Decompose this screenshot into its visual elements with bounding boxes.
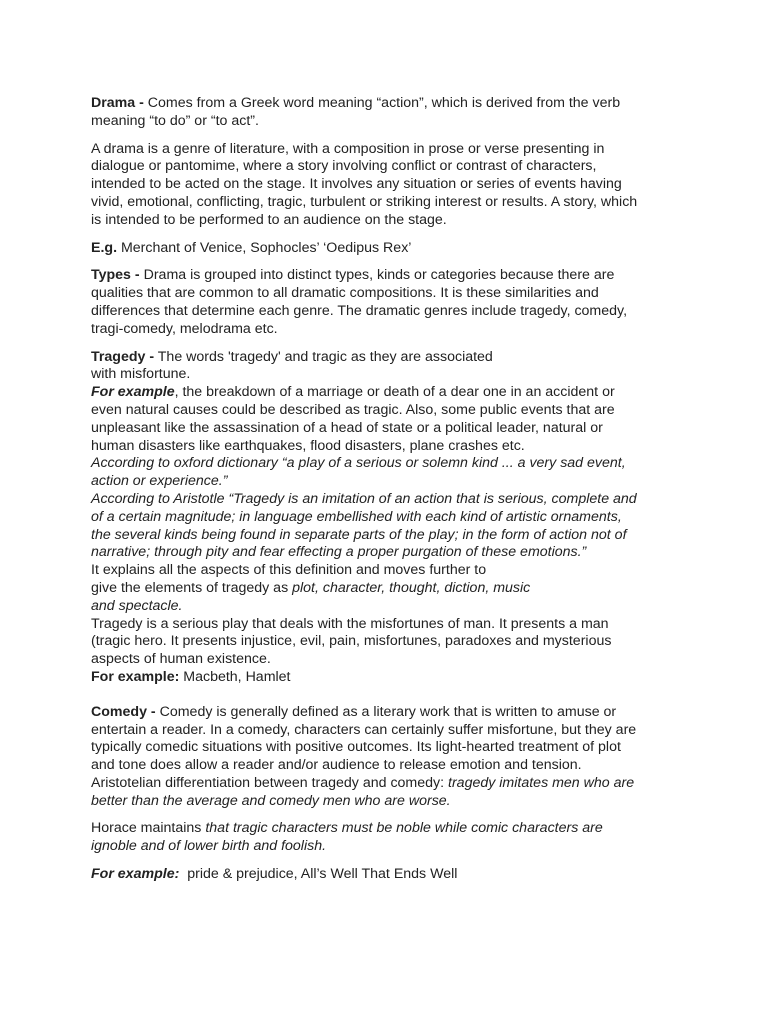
explains-line: It explains all the aspects of this definition and moves further to <box>91 562 487 579</box>
drama-description-line: A drama is a genre of literature, with a composition in prose or verse presenting in <box>91 140 605 157</box>
aristotelian-line: Aristotelian differentiation between tragedy and comedy: tragedy imitates men who are <box>91 774 635 791</box>
tragedy-serious-line: aspects of human existence. <box>91 651 271 668</box>
aristotle-quote-line: narrative; through pity and fear effecting a proper purgation of these emotions.” <box>91 544 587 561</box>
types-line: tragi-comedy, melodrama etc. <box>91 320 278 337</box>
drama-description-line: intended to be acted on the stage. It involves any situation or series of events having <box>91 176 622 193</box>
types-first-line: Types - Drama is grouped into distinct types, kinds or categories because there are <box>91 267 615 284</box>
comedy-for-example: For example: pride & prejudice, All’s Well That Ends Well <box>91 866 458 883</box>
drama-definition-cont: meaning “to do” or “to act”. <box>91 112 259 129</box>
drama-description-line: dialogue or pantomime, where a story involving conflict or contrast of characters, <box>91 158 597 175</box>
comedy-line: and tone does allow a reader and/or audience to release emotion and tension. <box>91 757 582 774</box>
oxford-quote-line: According to oxford dictionary “a play of a serious or solemn kind ... a very sad event, <box>91 455 626 472</box>
for-example-label: For example: <box>91 866 180 883</box>
drama-label: Drama - <box>91 95 144 111</box>
explains-line: give the elements of tragedy as plot, character, thought, diction, music <box>91 579 531 596</box>
oxford-quote-line: action or experience.” <box>91 473 228 490</box>
horace-line: ignoble and of lower birth and foolish. <box>91 838 327 855</box>
tragedy-serious-line: (tragic hero. It presents injustice, evil, pain, misfortunes, paradoxes and mysterious <box>91 633 612 650</box>
comedy-line: typically comedic situations with positive outcomes. Its light-hearted treatment of plot <box>91 739 621 756</box>
comedy-first-line: Comedy - Comedy is generally defined as a literary work that is written to amuse or <box>91 703 617 720</box>
tragedy-example-first: For example, the breakdown of a marriage or death of a dear one in an accident or <box>91 384 615 401</box>
drama-description-line: is intended to be performed to an audience on the stage. <box>91 211 447 228</box>
aristotelian-line: better than the average and comedy men who are worse. <box>91 792 451 809</box>
types-line: differences that determine each genre. The dramatic genres include tragedy, comedy, <box>91 302 628 319</box>
tragedy-example-line: even natural causes could be described as tragic. Also, some public events that are <box>91 401 615 418</box>
tragedy-label: Tragedy - <box>91 348 155 365</box>
tragedy-example-line: human disasters like earthquakes, flood disasters, plane crashes etc. <box>91 437 525 454</box>
tragedy-example-line: unpleasant like the assassination of a head of state or a political leader, natural or <box>91 419 603 436</box>
for-example-label: For example: <box>91 668 180 685</box>
types-line: qualities that are common to all dramatic compositions. It is these similarities and <box>91 285 599 302</box>
example-label: E.g. <box>91 239 118 256</box>
tragedy-intro-cont: with misfortune. <box>91 366 191 383</box>
comedy-label: Comedy - <box>91 703 156 720</box>
tragedy-serious-line: Tragedy is a serious play that deals with the misfortunes of man. It presents a man <box>91 615 609 632</box>
for-example-label: For example <box>91 384 175 401</box>
aristotle-quote-line: According to Aristotle “Tragedy is an imitation of an action that is serious, complete and <box>91 490 637 507</box>
drama-description <box>91 141 691 230</box>
types-section <box>91 267 691 338</box>
comedy-line: entertain a reader. In a comedy, characters can certainly suffer misfortune, but they are <box>91 721 637 738</box>
drama-description-line: vivid, emotional, conflicting, tragic, turbulent or striking interest or results. A story, which <box>91 193 638 210</box>
horace-line: Horace maintains that tragic characters must be noble while comic characters are <box>91 820 603 837</box>
aristotle-quote-line: of a certain magnitude; in language embellished with each kind of artistic ornaments, <box>91 508 622 525</box>
horace-paragraph <box>91 820 691 856</box>
drama-definition: Drama - Comes from a Greek word meaning “action”, which is derived from the verb <box>91 95 621 111</box>
explains-line: and spectacle. <box>91 597 183 614</box>
drama-section <box>91 95 691 230</box>
document-body <box>91 95 691 884</box>
tragedy-section <box>91 349 691 687</box>
tragedy-for-example: For example: Macbeth, Hamlet <box>91 668 291 685</box>
types-label: Types - <box>91 267 140 284</box>
comedy-section <box>91 704 691 811</box>
tragedy-intro: Tragedy - The words 'tragedy' and tragic as they are associated <box>91 348 493 365</box>
aristotle-quote-line: the several kinds being found in separate parts of the play; in the form of action not of <box>91 526 627 543</box>
drama-example: E.g. Merchant of Venice, Sophocles’ ‘Oedipus Rex’ <box>91 239 412 256</box>
